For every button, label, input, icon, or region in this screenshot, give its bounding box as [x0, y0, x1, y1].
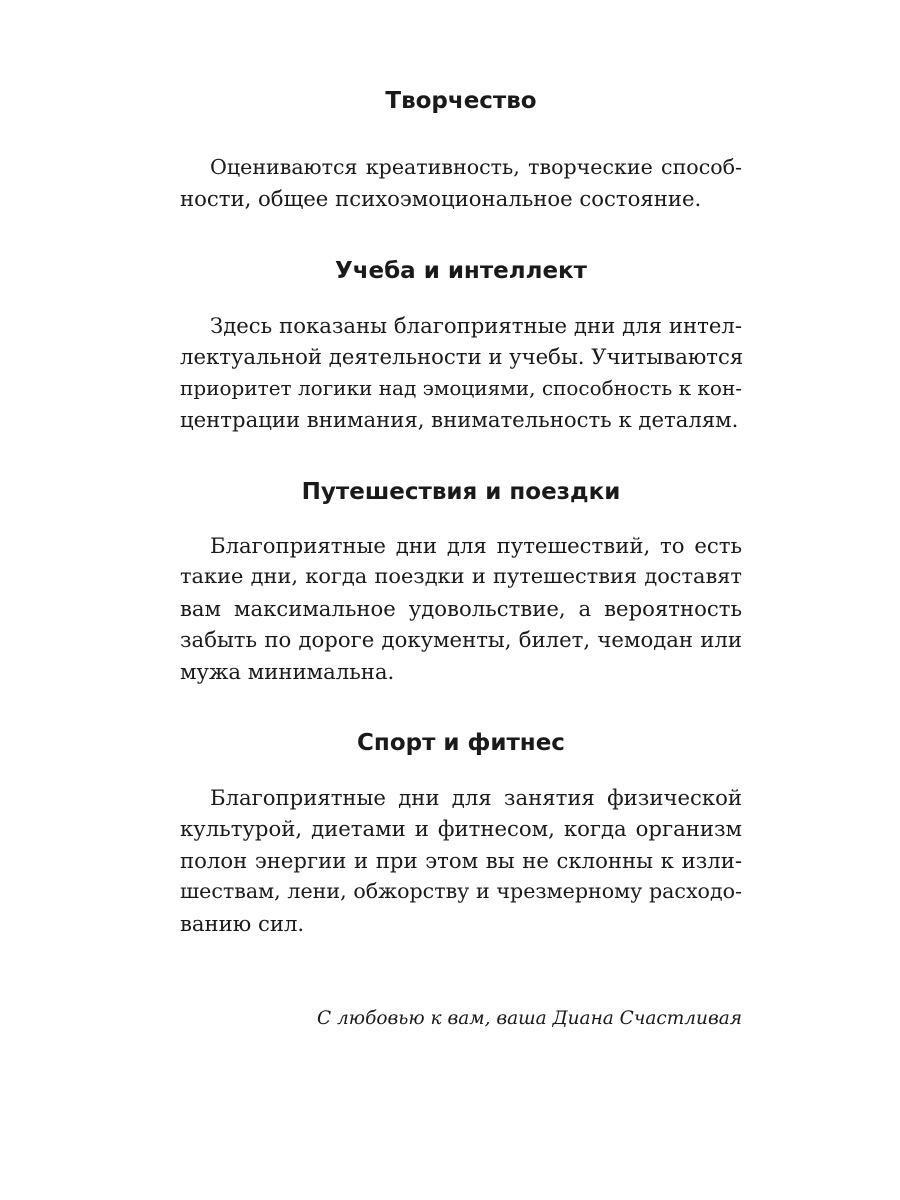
text-line: вам максимальное удовольствие, а вероятность	[180, 595, 742, 621]
section-heading-travel: Путешествия и поездки	[301, 479, 621, 505]
section-heading-sport: Спорт и фитнес	[357, 730, 565, 756]
section-heading-creativity: Творчество	[385, 88, 537, 114]
text-line: Оцениваются креативность, творческие способ-	[210, 155, 742, 179]
text-line: забыть по дороге документы, билет, чемодан или	[180, 627, 742, 653]
section-text-study	[180, 310, 742, 436]
text-line: лектуальной деятельности и учебы. Учитываются	[180, 344, 744, 370]
section-text-travel	[180, 530, 742, 687]
text-line: приоритет логики над эмоциями, способность к кон-	[180, 375, 743, 400]
text-line: культурой, диетами и фитнесом, когда организм	[180, 816, 742, 842]
text-line: Здесь показаны благоприятные дни для интел-	[210, 313, 742, 338]
author-signature: С любовью к вам, ваша Диана Счастливая	[316, 1008, 742, 1029]
text-line: ванию сил.	[180, 910, 305, 936]
text-line: такие дни, когда поездки и путешествия доставят	[180, 564, 742, 589]
text-line: полон энергии и при этом вы не склонны к изли-	[180, 847, 742, 873]
text-line: центрации внимания, внимательность к деталям.	[180, 407, 739, 433]
text-line: Благоприятные дни для путешествий, то есть	[210, 533, 742, 558]
section-text-sport	[180, 782, 742, 939]
section-heading-study: Учеба и интеллект	[334, 258, 587, 284]
section-text-creativity	[180, 152, 742, 215]
text-line: шествам, лени, обжорству и чрезмерному расходо-	[180, 879, 742, 904]
text-line: Благоприятные дни для занятия физической	[210, 785, 742, 810]
text-line: мужа минимальна.	[180, 658, 395, 684]
text-line: ности, общее психоэмоциональное состояние.	[180, 186, 702, 212]
